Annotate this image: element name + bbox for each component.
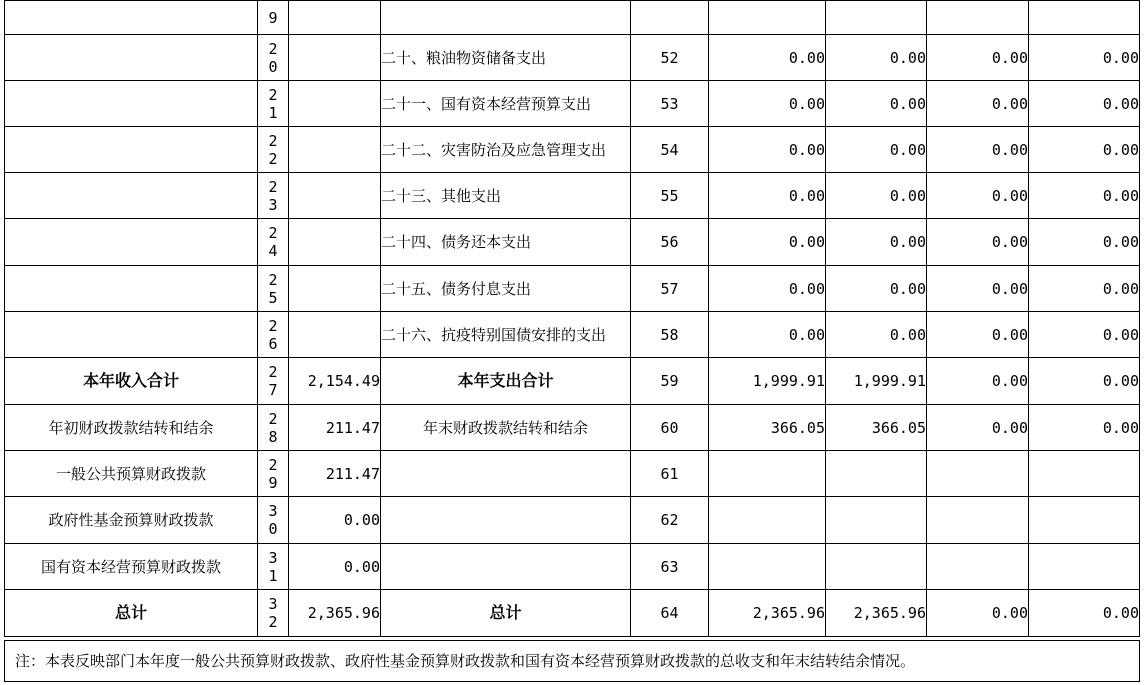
expense-amount-cell-3: 0.00: [927, 127, 1029, 173]
income-item-cell: [5, 173, 258, 219]
expense-item-cell: 二十二、灾害防治及应急管理支出: [381, 127, 631, 173]
expense-line-number-cell: 56: [631, 219, 709, 266]
expense-amount-cell-4: [1029, 544, 1140, 590]
expense-amount-cell-2: [826, 544, 927, 590]
table-row: [5, 266, 1140, 312]
expense-item-cell: [381, 1, 631, 35]
expense-amount-cell-1: 0.00: [709, 81, 826, 127]
line-number-digit: 2: [268, 177, 278, 196]
expense-line-number-cell: 64: [631, 590, 709, 637]
income-amount-cell: 2,365.96: [289, 590, 381, 637]
expense-amount-cell-2: 0.00: [826, 266, 927, 312]
income-item-cell: 总计: [5, 590, 258, 637]
expense-amount-cell-1: 0.00: [709, 127, 826, 173]
line-number-digit: 7: [268, 381, 278, 399]
expense-amount-cell-1: 0.00: [709, 266, 826, 312]
expense-amount-cell-2: 1,999.91: [826, 358, 927, 405]
line-number-digit: 6: [268, 334, 278, 353]
expense-amount-cell-3: 0.00: [927, 35, 1029, 81]
expense-line-number-cell: 54: [631, 127, 709, 173]
expense-amount-cell-3: [927, 497, 1029, 544]
income-line-number-cell: [258, 81, 289, 127]
table-row: [5, 451, 1140, 497]
table-row: [5, 358, 1140, 405]
expense-amount-cell-1: 1,999.91: [709, 358, 826, 405]
income-item-cell: [5, 312, 258, 358]
expense-amount-cell-2: 0.00: [826, 127, 927, 173]
expense-item-cell: 二十、粮油物资储备支出: [381, 35, 631, 81]
table-row: [5, 219, 1140, 266]
expense-amount-cell-2: 0.00: [826, 35, 927, 81]
income-amount-cell: [289, 127, 381, 173]
line-number-digit: 9: [268, 8, 278, 27]
line-number-digit: 8: [268, 427, 278, 446]
expense-amount-cell-2: 0.00: [826, 312, 927, 358]
expense-item-cell: [381, 544, 631, 590]
expense-amount-cell-3: 0.00: [927, 405, 1029, 451]
line-number-digit: 2: [268, 455, 278, 474]
expense-line-number-cell: 53: [631, 81, 709, 127]
expense-amount-cell-1: 0.00: [709, 173, 826, 219]
income-amount-cell: [289, 1, 381, 35]
expense-line-number-cell: 63: [631, 544, 709, 590]
income-line-number-cell: [258, 544, 289, 590]
expense-amount-cell-2: 0.00: [826, 81, 927, 127]
expense-item-cell: [381, 497, 631, 544]
line-number-digit: 2: [268, 224, 278, 242]
table-row: [5, 405, 1140, 451]
expense-amount-cell-4: 0.00: [1029, 358, 1140, 405]
expense-amount-cell-3: 0.00: [927, 173, 1029, 219]
income-line-number-cell: [258, 590, 289, 637]
expense-amount-cell-1: 0.00: [709, 35, 826, 81]
table-row: [5, 497, 1140, 544]
expense-item-cell: [381, 451, 631, 497]
expense-amount-cell-1: 2,365.96: [709, 590, 826, 637]
line-number-digit: 2: [268, 409, 278, 428]
line-number-digit: 2: [268, 149, 278, 168]
income-item-cell: 政府性基金预算财政拨款: [5, 497, 258, 544]
line-number-digit: 0: [268, 520, 278, 538]
income-line-number-cell: [258, 173, 289, 219]
expense-amount-cell-3: 0.00: [927, 219, 1029, 266]
line-number-digit: 2: [268, 39, 278, 58]
expense-amount-cell-4: [1029, 497, 1140, 544]
income-line-number-cell: [258, 127, 289, 173]
expense-line-number-cell: 59: [631, 358, 709, 405]
income-item-cell: [5, 266, 258, 312]
income-amount-cell: [289, 35, 381, 81]
expense-amount-cell-4: 0.00: [1029, 266, 1140, 312]
line-number-digit: 3: [268, 502, 278, 520]
table-row: [5, 173, 1140, 219]
expense-amount-cell-2: 2,365.96: [826, 590, 927, 637]
expense-item-cell: 二十三、其他支出: [381, 173, 631, 219]
expense-amount-cell-4: 0.00: [1029, 81, 1140, 127]
expense-amount-cell-4: 0.00: [1029, 405, 1140, 451]
line-number-digit: 0: [268, 57, 278, 76]
line-number-digit: 2: [268, 85, 278, 104]
income-item-cell: [5, 81, 258, 127]
expense-amount-cell-4: [1029, 451, 1140, 497]
income-line-number-cell: [258, 358, 289, 405]
expense-amount-cell-4: 0.00: [1029, 219, 1140, 266]
income-amount-cell: 211.47: [289, 451, 381, 497]
table-row: [5, 590, 1140, 637]
income-amount-cell: 2,154.49: [289, 358, 381, 405]
income-amount-cell: [289, 219, 381, 266]
expense-amount-cell-2: [826, 451, 927, 497]
expense-item-cell: 二十五、债务付息支出: [381, 266, 631, 312]
expense-item-cell: 年末财政拨款结转和结余: [381, 405, 631, 451]
expense-line-number-cell: 61: [631, 451, 709, 497]
income-amount-cell: 0.00: [289, 544, 381, 590]
line-number-digit: 2: [268, 363, 278, 381]
line-number-digit: 3: [268, 595, 278, 613]
income-amount-cell: [289, 81, 381, 127]
income-item-cell: 国有资本经营预算财政拨款: [5, 544, 258, 590]
expense-line-number-cell: 52: [631, 35, 709, 81]
income-item-cell: [5, 35, 258, 81]
income-line-number-cell: [258, 266, 289, 312]
expense-amount-cell-1: [709, 497, 826, 544]
table-row: [5, 312, 1140, 358]
expense-line-number-cell: 57: [631, 266, 709, 312]
table-footnote: 注：本表反映部门本年度一般公共预算财政拨款、政府性基金预算财政拨款和国有资本经营预算财政拨款的总收支和年末结转结余情况。: [4, 640, 1140, 682]
income-line-number-cell: [258, 35, 289, 81]
expense-amount-cell-3: [927, 1, 1029, 35]
line-number-digit: 9: [268, 473, 278, 492]
expense-amount-cell-3: 0.00: [927, 590, 1029, 637]
line-number-digit: 2: [268, 613, 278, 631]
income-line-number-cell: [258, 405, 289, 451]
expense-amount-cell-4: 0.00: [1029, 312, 1140, 358]
expense-amount-cell-4: 0.00: [1029, 35, 1140, 81]
table-row: [5, 35, 1140, 81]
expense-line-number-cell: 60: [631, 405, 709, 451]
expense-amount-cell-3: [927, 544, 1029, 590]
expense-amount-cell-1: [709, 451, 826, 497]
line-number-digit: 1: [268, 566, 278, 585]
expense-amount-cell-3: 0.00: [927, 266, 1029, 312]
income-amount-cell: [289, 312, 381, 358]
income-amount-cell: [289, 266, 381, 312]
expense-item-cell: 总计: [381, 590, 631, 637]
income-line-number-cell: [258, 451, 289, 497]
line-number-digit: 2: [268, 270, 278, 289]
line-number-digit: 2: [268, 131, 278, 150]
income-line-number-cell: [258, 1, 289, 35]
expense-amount-cell-2: 366.05: [826, 405, 927, 451]
expense-amount-cell-3: [927, 451, 1029, 497]
expense-item-cell: 本年支出合计: [381, 358, 631, 405]
expense-amount-cell-2: 0.00: [826, 173, 927, 219]
budget-summary-table: [4, 0, 1140, 637]
line-number-digit: 2: [268, 316, 278, 335]
income-line-number-cell: [258, 312, 289, 358]
expense-amount-cell-3: 0.00: [927, 358, 1029, 405]
expense-line-number-cell: 62: [631, 497, 709, 544]
line-number-digit: 3: [268, 548, 278, 567]
line-number-digit: 1: [268, 103, 278, 122]
expense-amount-cell-3: 0.00: [927, 312, 1029, 358]
expense-line-number-cell: 55: [631, 173, 709, 219]
table-row: [5, 127, 1140, 173]
expense-amount-cell-1: [709, 1, 826, 35]
income-item-cell: [5, 127, 258, 173]
table-row: [5, 544, 1140, 590]
expense-item-cell: 二十六、抗疫特别国债安排的支出: [381, 312, 631, 358]
expense-amount-cell-1: 0.00: [709, 219, 826, 266]
expense-line-number-cell: 58: [631, 312, 709, 358]
expense-amount-cell-2: 0.00: [826, 219, 927, 266]
income-amount-cell: 0.00: [289, 497, 381, 544]
expense-amount-cell-4: 0.00: [1029, 127, 1140, 173]
expense-amount-cell-4: 0.00: [1029, 173, 1140, 219]
income-line-number-cell: [258, 497, 289, 544]
expense-amount-cell-2: [826, 1, 927, 35]
income-item-cell: 一般公共预算财政拨款: [5, 451, 258, 497]
expense-line-number-cell: [631, 1, 709, 35]
expense-amount-cell-4: [1029, 1, 1140, 35]
table-row: [5, 1, 1140, 35]
expense-amount-cell-4: 0.00: [1029, 590, 1140, 637]
line-number-digit: 3: [268, 195, 278, 214]
income-line-number-cell: [258, 219, 289, 266]
income-item-cell: 年初财政拨款结转和结余: [5, 405, 258, 451]
expense-amount-cell-1: 0.00: [709, 312, 826, 358]
expense-amount-cell-1: [709, 544, 826, 590]
line-number-digit: 5: [268, 288, 278, 307]
expense-amount-cell-3: 0.00: [927, 81, 1029, 127]
expense-amount-cell-2: [826, 497, 927, 544]
income-amount-cell: 211.47: [289, 405, 381, 451]
expense-item-cell: 二十四、债务还本支出: [381, 219, 631, 266]
income-amount-cell: [289, 173, 381, 219]
table-row: [5, 81, 1140, 127]
income-item-cell: [5, 1, 258, 35]
expense-item-cell: 二十一、国有资本经营预算支出: [381, 81, 631, 127]
income-item-cell: [5, 219, 258, 266]
income-item-cell: 本年收入合计: [5, 358, 258, 405]
expense-amount-cell-1: 366.05: [709, 405, 826, 451]
line-number-digit: 4: [268, 242, 278, 260]
